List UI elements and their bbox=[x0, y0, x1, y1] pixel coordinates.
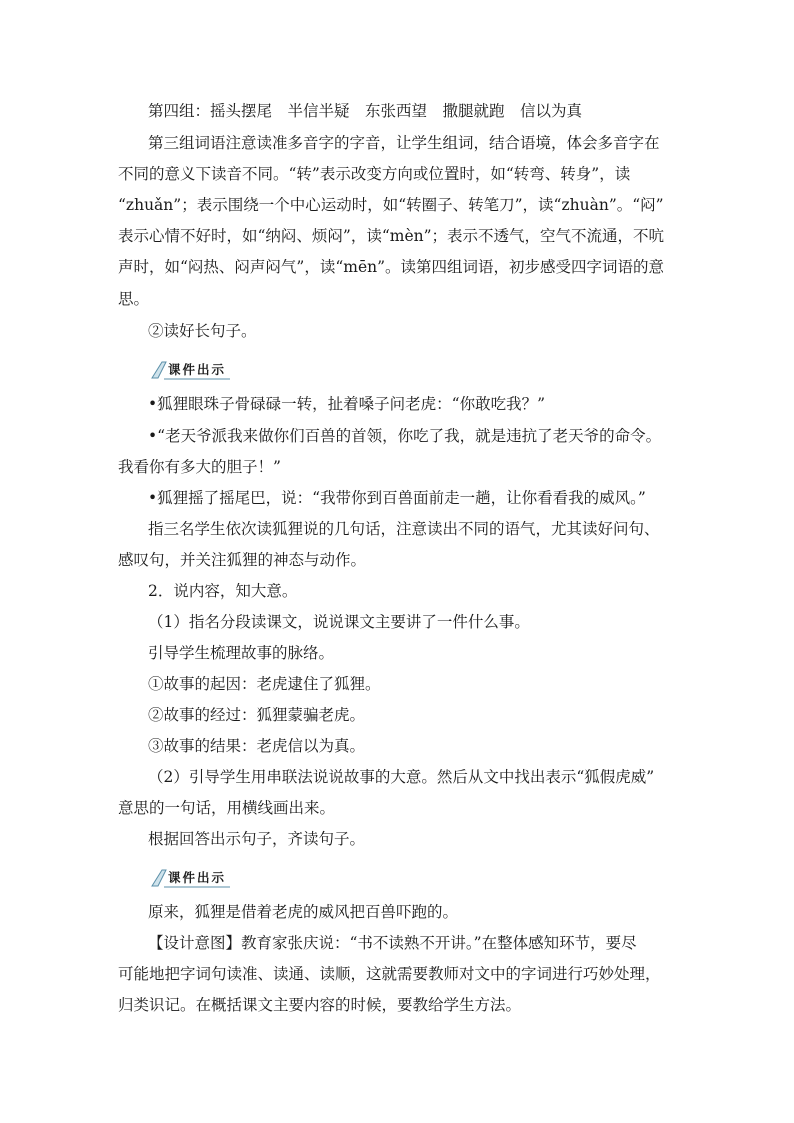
sentence-item: •狐狸眼珠子骨碌碌一转，扯着嗓子问老虎：“你敢吃我？” bbox=[148, 395, 545, 413]
sentence-item: •狐狸摇了摇尾巴，说：“我带你到百兽面前走一趟，让你看看我的威风。” bbox=[148, 489, 646, 507]
para1-line: 第三组词语注意读准多音字的字音，让学生组词，结合语境，体会多音字在 bbox=[148, 134, 660, 152]
courseware-badge bbox=[150, 358, 232, 380]
courseware-badge-label: 课件出示 bbox=[168, 870, 227, 885]
task-item: 意思的一句话，用横线画出来。 bbox=[118, 799, 336, 817]
design-intent-line: 【设计意图】教育家张庆说：“书不读熟不开讲。”在整体感知环节，要尽 bbox=[148, 934, 637, 952]
para1-line: 思。 bbox=[118, 290, 150, 308]
section-heading: 2．说内容，知大意。 bbox=[148, 582, 298, 600]
para1-line: “zhuǎn”；表示围绕一个中心运动时，如“转圈子、转笔刀”，读“zhuàn”。“闷” bbox=[118, 196, 664, 214]
sentence-item: 我看你有多大的胆子！” bbox=[118, 458, 281, 476]
courseware-badge bbox=[150, 866, 232, 888]
group4-words: 第四组：摇头摆尾 半信半疑 东张西望 撒腿就跑 信以为真 bbox=[148, 102, 583, 120]
para1-line: 不同的意义下读音不同。“转”表示改变方向或位置时，如“转弯、转身”，读 bbox=[118, 165, 631, 183]
para2-line: 指三名学生依次读狐狸说的几句话，注意读出不同的语气，尤其读好问句、 bbox=[148, 520, 660, 538]
para1-line: 声时，如“闷热、闷声闷气”，读“mēn”。读第四组词语，初步感受四字词语的意 bbox=[118, 258, 665, 276]
courseware-badge-label: 课件出示 bbox=[168, 362, 227, 377]
answer-text: 根据回答出示句子，齐读句子。 bbox=[148, 830, 366, 848]
story-step: ③故事的结果：老虎信以为真。 bbox=[148, 737, 366, 755]
quote-sentence: 原来，狐狸是借着老虎的威风把百兽吓跑的。 bbox=[148, 903, 459, 921]
story-step: ①故事的起因：老虎逮住了狐狸。 bbox=[148, 675, 381, 693]
task-item: （1）指名分段读课文，说说课文主要讲了一件什么事。 bbox=[148, 613, 530, 631]
sentence-item: •“老天爷派我来做你们百兽的首领，你吃了我，就是违抗了老天爷的命令。 bbox=[148, 427, 662, 445]
guide-text: 引导学生梳理故事的脉络。 bbox=[148, 644, 335, 662]
task-item: （2）引导学生用串联法说说故事的大意。然后从文中找出表示“狐假虎威” bbox=[148, 768, 655, 786]
story-step: ②故事的经过：狐狸蒙骗老虎。 bbox=[148, 706, 366, 724]
para2-line: 感叹句，并关注狐狸的神态与动作。 bbox=[118, 551, 367, 569]
step-heading: ②读好长句子。 bbox=[148, 322, 257, 340]
design-intent-line: 归类识记。在概括课文主要内容的时候，要教给学生方法。 bbox=[118, 996, 522, 1014]
para1-line: 表示心情不好时，如“纳闷、烦闷”，读“mèn”；表示不透气，空气不流通，不吭 bbox=[118, 227, 665, 245]
design-intent-line: 可能地把字词句读准、读通、读顺，这就需要教师对文中的字词进行巧妙处理， bbox=[118, 965, 661, 983]
